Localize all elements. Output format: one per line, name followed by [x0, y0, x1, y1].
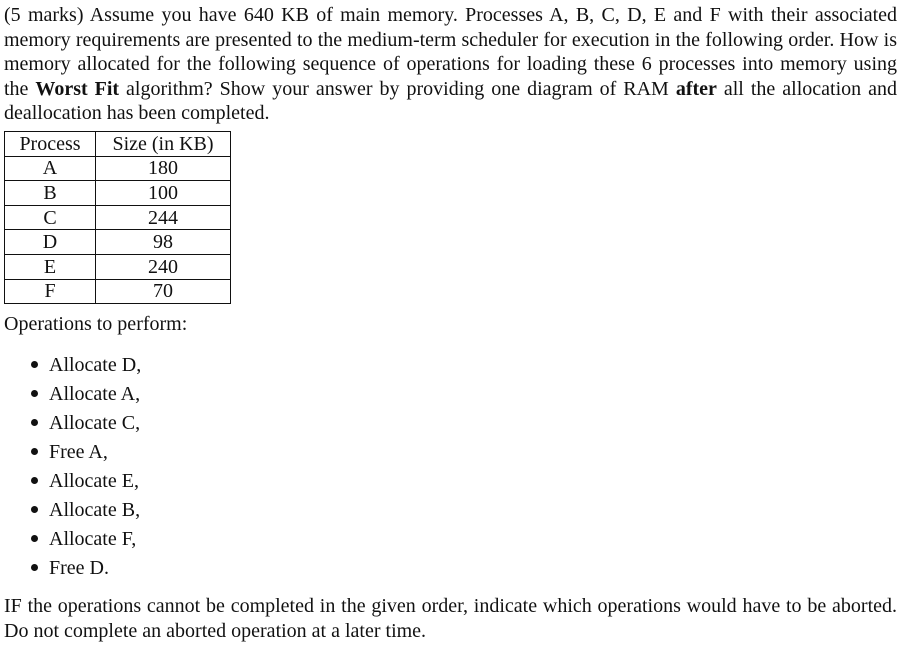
operations-label: Operations to perform:: [4, 313, 188, 335]
list-item: [0, 526, 141, 555]
operation-text: Allocate E,: [49, 470, 139, 492]
operation-text: Free D.: [49, 557, 109, 579]
bullet-icon: [31, 448, 38, 455]
table-row: [5, 205, 231, 230]
algorithm-name: Worst Fit: [35, 77, 120, 100]
process-cell: C: [5, 205, 96, 230]
bullet-icon: [31, 361, 38, 368]
bullet-icon: [31, 506, 38, 513]
bullet-icon: [31, 419, 38, 426]
process-cell: B: [5, 181, 96, 206]
question-text-part: Assume you have 640 KB of main memory. Processes A, B, C, D, E and F with their associated memory requirements are presented to the medium-term scheduler for execution in the following order. How is memory allocated for the following sequence of operations for loading these 6 processes into memory using the: [4, 4, 898, 100]
list-item: [0, 555, 141, 584]
operation-text: Free A,: [49, 441, 108, 463]
process-cell: E: [5, 254, 96, 279]
table-row: [5, 254, 231, 279]
question-text-part: algorithm? Show your answer by providing one diagram of RAM: [119, 77, 676, 100]
operation-text: Allocate B,: [49, 499, 141, 521]
size-cell: 180: [96, 156, 231, 181]
operation-text: Allocate C,: [49, 412, 141, 434]
size-cell: 98: [96, 230, 231, 255]
process-cell: F: [5, 279, 96, 304]
list-item: [0, 410, 141, 439]
bullet-icon: [31, 390, 38, 397]
operations-list: [0, 352, 141, 584]
marks: (5 marks): [4, 4, 84, 26]
emphasis-after: after: [675, 77, 717, 100]
table-header-row: [5, 132, 231, 157]
bullet-icon: [31, 564, 38, 571]
size-cell: 240: [96, 254, 231, 279]
question-text: [4, 3, 897, 126]
process-cell: D: [5, 230, 96, 255]
operation-text: Allocate F,: [49, 528, 137, 550]
operation-text: Allocate D,: [49, 354, 142, 376]
table-row: [5, 230, 231, 255]
footer-instructions: IF the operations cannot be completed in the given order, indicate which operations would have to be aborted. Do not complete an aborted operation at a later time.: [4, 595, 897, 642]
size-cell: 100: [96, 181, 231, 206]
list-item: [0, 468, 141, 497]
size-cell: 70: [96, 279, 231, 304]
process-cell: A: [5, 156, 96, 181]
table-row: [5, 156, 231, 181]
list-item: [0, 439, 141, 468]
table-row: [5, 279, 231, 304]
process-table: [4, 131, 231, 304]
bullet-icon: [31, 535, 38, 542]
size-cell: 244: [96, 205, 231, 230]
operation-text: Allocate A,: [49, 383, 141, 405]
list-item: [0, 497, 141, 526]
table-row: [5, 181, 231, 206]
list-item: [0, 352, 141, 381]
header-process: Process: [5, 132, 96, 157]
question-text-part: all the allocation and deallocation has been completed.: [4, 77, 897, 124]
header-size: Size (in KB): [96, 132, 231, 157]
list-item: [0, 381, 141, 410]
bullet-icon: [31, 477, 38, 484]
